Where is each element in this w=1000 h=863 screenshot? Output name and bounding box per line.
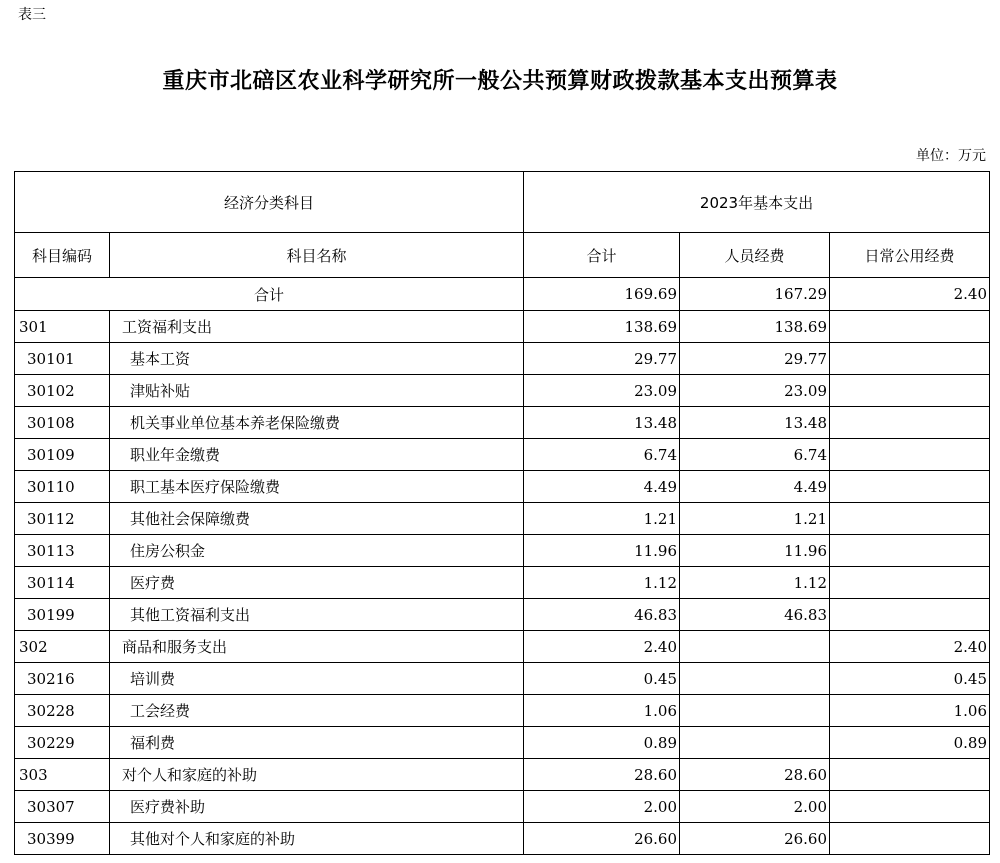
cell-name: 医疗费 — [110, 567, 524, 599]
table-row — [15, 343, 990, 375]
table-row — [15, 567, 990, 599]
table-row — [15, 535, 990, 567]
table-row — [15, 311, 990, 343]
cell-name: 工会经费 — [110, 695, 524, 727]
cell-total: 0.45 — [524, 663, 680, 695]
cell-name: 培训费 — [110, 663, 524, 695]
cell-public — [830, 343, 990, 375]
table-row — [15, 631, 990, 663]
cell-code: 30228 — [15, 695, 110, 727]
header-column-row — [15, 233, 990, 278]
cell-name: 住房公积金 — [110, 535, 524, 567]
cell-personnel: 1.12 — [680, 567, 830, 599]
table-row — [15, 407, 990, 439]
cell-name: 职业年金缴费 — [110, 439, 524, 471]
document-label: 表三 — [18, 7, 46, 23]
header-total: 合计 — [524, 233, 680, 278]
cell-total: 6.74 — [524, 439, 680, 471]
cell-code: 30307 — [15, 791, 110, 823]
cell-code: 30108 — [15, 407, 110, 439]
cell-personnel — [680, 663, 830, 695]
table-row — [15, 727, 990, 759]
cell-public — [830, 599, 990, 631]
cell-name: 工资福利支出 — [110, 311, 524, 343]
cell-name: 其他工资福利支出 — [110, 599, 524, 631]
cell-total: 26.60 — [524, 823, 680, 855]
table-row — [15, 503, 990, 535]
cell-public — [830, 407, 990, 439]
cell-total: 4.49 — [524, 471, 680, 503]
cell-personnel: 28.60 — [680, 759, 830, 791]
cell-name: 福利费 — [110, 727, 524, 759]
cell-personnel: 6.74 — [680, 439, 830, 471]
cell-name: 机关事业单位基本养老保险缴费 — [110, 407, 524, 439]
cell-name: 其他社会保障缴费 — [110, 503, 524, 535]
cell-code: 301 — [15, 311, 110, 343]
table-row — [15, 439, 990, 471]
cell-code: 30199 — [15, 599, 110, 631]
header-economic-category: 经济分类科目 — [15, 172, 524, 233]
cell-total: 138.69 — [524, 311, 680, 343]
cell-total: 1.06 — [524, 695, 680, 727]
cell-name: 基本工资 — [110, 343, 524, 375]
table-row — [15, 823, 990, 855]
cell-total: 46.83 — [524, 599, 680, 631]
cell-code: 302 — [15, 631, 110, 663]
cell-personnel: 2.00 — [680, 791, 830, 823]
cell-public — [830, 567, 990, 599]
cell-personnel: 13.48 — [680, 407, 830, 439]
cell-code: 303 — [15, 759, 110, 791]
cell-personnel — [680, 695, 830, 727]
cell-total: 11.96 — [524, 535, 680, 567]
cell-public — [830, 759, 990, 791]
total-row — [15, 278, 990, 311]
cell-public — [830, 311, 990, 343]
cell-personnel: 26.60 — [680, 823, 830, 855]
cell-public: 2.40 — [830, 631, 990, 663]
total-public: 2.40 — [830, 278, 990, 311]
cell-code: 30109 — [15, 439, 110, 471]
cell-personnel — [680, 727, 830, 759]
page-title: 重庆市北碚区农业科学研究所一般公共预算财政拨款基本支出预算表 — [162, 68, 838, 94]
cell-total: 13.48 — [524, 407, 680, 439]
cell-code: 30399 — [15, 823, 110, 855]
cell-public — [830, 375, 990, 407]
table-row — [15, 599, 990, 631]
cell-name: 职工基本医疗保险缴费 — [110, 471, 524, 503]
cell-personnel: 11.96 — [680, 535, 830, 567]
cell-personnel — [680, 631, 830, 663]
cell-name: 其他对个人和家庭的补助 — [110, 823, 524, 855]
cell-name: 对个人和家庭的补助 — [110, 759, 524, 791]
table-row — [15, 663, 990, 695]
total-personnel: 167.29 — [680, 278, 830, 311]
cell-public: 0.45 — [830, 663, 990, 695]
cell-personnel: 138.69 — [680, 311, 830, 343]
cell-code: 30114 — [15, 567, 110, 599]
cell-code: 30113 — [15, 535, 110, 567]
header-group-row — [15, 172, 990, 233]
cell-code: 30112 — [15, 503, 110, 535]
header-public: 日常公用经费 — [830, 233, 990, 278]
cell-personnel: 23.09 — [680, 375, 830, 407]
cell-code: 30101 — [15, 343, 110, 375]
cell-personnel: 46.83 — [680, 599, 830, 631]
budget-table — [14, 171, 990, 855]
cell-public — [830, 535, 990, 567]
cell-total: 23.09 — [524, 375, 680, 407]
cell-total: 1.12 — [524, 567, 680, 599]
cell-total: 0.89 — [524, 727, 680, 759]
cell-public: 0.89 — [830, 727, 990, 759]
total-label: 合计 — [15, 278, 524, 311]
cell-public — [830, 439, 990, 471]
total-total: 169.69 — [524, 278, 680, 311]
cell-public — [830, 503, 990, 535]
cell-public — [830, 471, 990, 503]
table-row — [15, 791, 990, 823]
cell-code: 30110 — [15, 471, 110, 503]
cell-name: 津贴补贴 — [110, 375, 524, 407]
cell-public — [830, 791, 990, 823]
header-basic-expenditure: 2023年基本支出 — [524, 172, 990, 233]
header-personnel: 人员经费 — [680, 233, 830, 278]
unit-label: 单位：万元 — [916, 148, 986, 164]
table-row — [15, 375, 990, 407]
cell-code: 30102 — [15, 375, 110, 407]
cell-code: 30229 — [15, 727, 110, 759]
cell-public: 1.06 — [830, 695, 990, 727]
cell-personnel: 1.21 — [680, 503, 830, 535]
table-row — [15, 695, 990, 727]
cell-total: 2.00 — [524, 791, 680, 823]
header-code: 科目编码 — [15, 233, 110, 278]
cell-total: 29.77 — [524, 343, 680, 375]
header-name: 科目名称 — [110, 233, 524, 278]
cell-total: 28.60 — [524, 759, 680, 791]
cell-total: 2.40 — [524, 631, 680, 663]
table-row — [15, 471, 990, 503]
cell-name: 商品和服务支出 — [110, 631, 524, 663]
cell-personnel: 29.77 — [680, 343, 830, 375]
cell-code: 30216 — [15, 663, 110, 695]
cell-total: 1.21 — [524, 503, 680, 535]
cell-name: 医疗费补助 — [110, 791, 524, 823]
cell-personnel: 4.49 — [680, 471, 830, 503]
cell-public — [830, 823, 990, 855]
table-row — [15, 759, 990, 791]
